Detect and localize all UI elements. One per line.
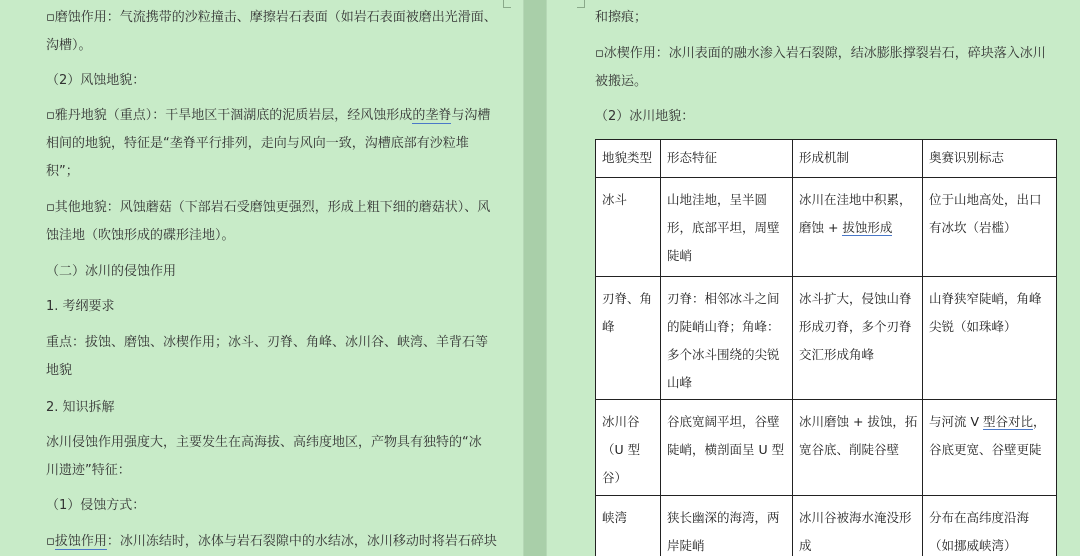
- table-cell: 冰川磨蚀 + 拔蚀，拓 宽谷底、削陡谷壁: [793, 400, 923, 496]
- table-cell: 冰斗扩大，侵蚀山脊 形成刃脊，多个刃脊 交汇形成角峰: [793, 277, 923, 400]
- paragraph-line: ▫冰楔作用：冰川表面的融水渗入岩石裂隙，结冰膨胀撑裂岩石，碎块落入冰川: [595, 46, 1046, 61]
- glacier-landform-table: [595, 139, 1057, 556]
- table-header-cell: 形成机制: [793, 140, 923, 178]
- paragraph-line: 蚀洼地（吹蚀形成的碟形洼地）。: [46, 228, 235, 243]
- paragraph-line: ▫磨蚀作用：气流携带的沙粒撞击、摩擦岩石表面（如岩石表面被磨出光滑面、: [46, 10, 497, 25]
- table-header-cell: 形态特征: [661, 140, 793, 178]
- table-cell: 冰斗: [596, 178, 661, 277]
- annotated-text: 拔蚀形成: [842, 220, 893, 235]
- section-heading: （2）冰川地貌：: [595, 109, 695, 124]
- section-heading: （二）冰川的侵蚀作用: [46, 264, 177, 279]
- paragraph-line: 川遗迹”特征：: [46, 463, 131, 478]
- table-header-cell: 奥赛识别标志: [923, 140, 1057, 178]
- paragraph-line: 被搬运。: [595, 74, 648, 89]
- table-cell: 峡湾: [596, 496, 661, 556]
- annotated-text: 拔蚀作用: [54, 534, 107, 549]
- table-cell: 与河流 V 型谷对比， 谷底更宽、谷壁更陡: [923, 400, 1057, 496]
- table-header-row: [596, 140, 1057, 178]
- table-cell: 谷底宽阔平坦，谷壁 陡峭，横剖面呈 U 型: [661, 400, 793, 496]
- paragraph-line: 沟槽）。: [46, 38, 92, 53]
- paragraph-line: ▫其他地貌：风蚀蘑菇（下部岩石受磨蚀更强烈，形成上粗下细的蘑菇状）、风: [46, 200, 491, 215]
- paragraph-line: 积”；: [46, 164, 79, 179]
- table-header-cell: 地貌类型: [596, 140, 661, 178]
- annotated-text: 的垄脊: [412, 108, 452, 123]
- table-cell: 位于山地高处，出口 有冰坎（岩槛）: [923, 178, 1057, 277]
- paragraph-line: 相间的地貌，特征是“垄脊平行排列，走向与风向一致，沟槽底部有沙粒堆: [46, 136, 469, 151]
- left-page: [0, 0, 523, 556]
- page-gutter: [523, 0, 547, 556]
- right-page: [547, 0, 1080, 556]
- table-cell: 刃脊：相邻冰斗之间 的陡峭山脊；角峰： 多个冰斗围绕的尖锐 山峰: [661, 277, 793, 400]
- table-cell: 冰川谷 （U 型 谷）: [596, 400, 661, 496]
- table-row: [596, 178, 1057, 277]
- paragraph-line: 和擦痕；: [595, 10, 648, 25]
- paragraph-line: ▫雅丹地貌（重点）：干旱地区干涸湖底的泥质岩层，经风蚀形成的垄脊与沟槽: [46, 108, 491, 123]
- table-row: [596, 496, 1057, 556]
- section-heading: 1. 考纲要求: [46, 299, 115, 314]
- table-cell: 冰川在洼地中积累， 磨蚀 + 拔蚀形成: [793, 178, 923, 277]
- table-cell: 刃脊、角 峰: [596, 277, 661, 400]
- table-row: [596, 277, 1057, 400]
- margin-corner-mark: [577, 0, 585, 8]
- paragraph-line: 重点：拔蚀、磨蚀、冰楔作用；冰斗、刃脊、角峰、冰川谷、峡湾、羊背石等: [46, 335, 489, 350]
- section-heading: （2）风蚀地貌：: [46, 73, 146, 88]
- annotated-text: 型谷对比: [983, 414, 1034, 429]
- table-row: [596, 400, 1057, 496]
- margin-corner-mark: [503, 0, 511, 8]
- section-heading: 2. 知识拆解: [46, 400, 115, 415]
- table-cell: 冰川谷被海水淹没形 成: [793, 496, 923, 556]
- paragraph-line: 冰川侵蚀作用强度大，主要发生在高海拔、高纬度地区，产物具有独特的“冰: [46, 435, 482, 450]
- table-cell: 山脊狭窄陡峭，角峰 尖锐（如珠峰）: [923, 277, 1057, 400]
- paragraph-line: 地貌: [46, 363, 73, 378]
- paragraph-line: ▫拔蚀作用：冰川冻结时，冰体与岩石裂隙中的水结冰，冰川移动时将岩石碎块: [46, 534, 497, 549]
- table-cell: 狭长幽深的海湾，两 岸陡峭: [661, 496, 793, 556]
- table-cell: 山地洼地，呈半圆 形，底部平坦，周壁 陡峭: [661, 178, 793, 277]
- table-cell: 分布在高纬度沿海 （如挪威峡湾）: [923, 496, 1057, 556]
- section-heading: （1）侵蚀方式：: [46, 498, 146, 513]
